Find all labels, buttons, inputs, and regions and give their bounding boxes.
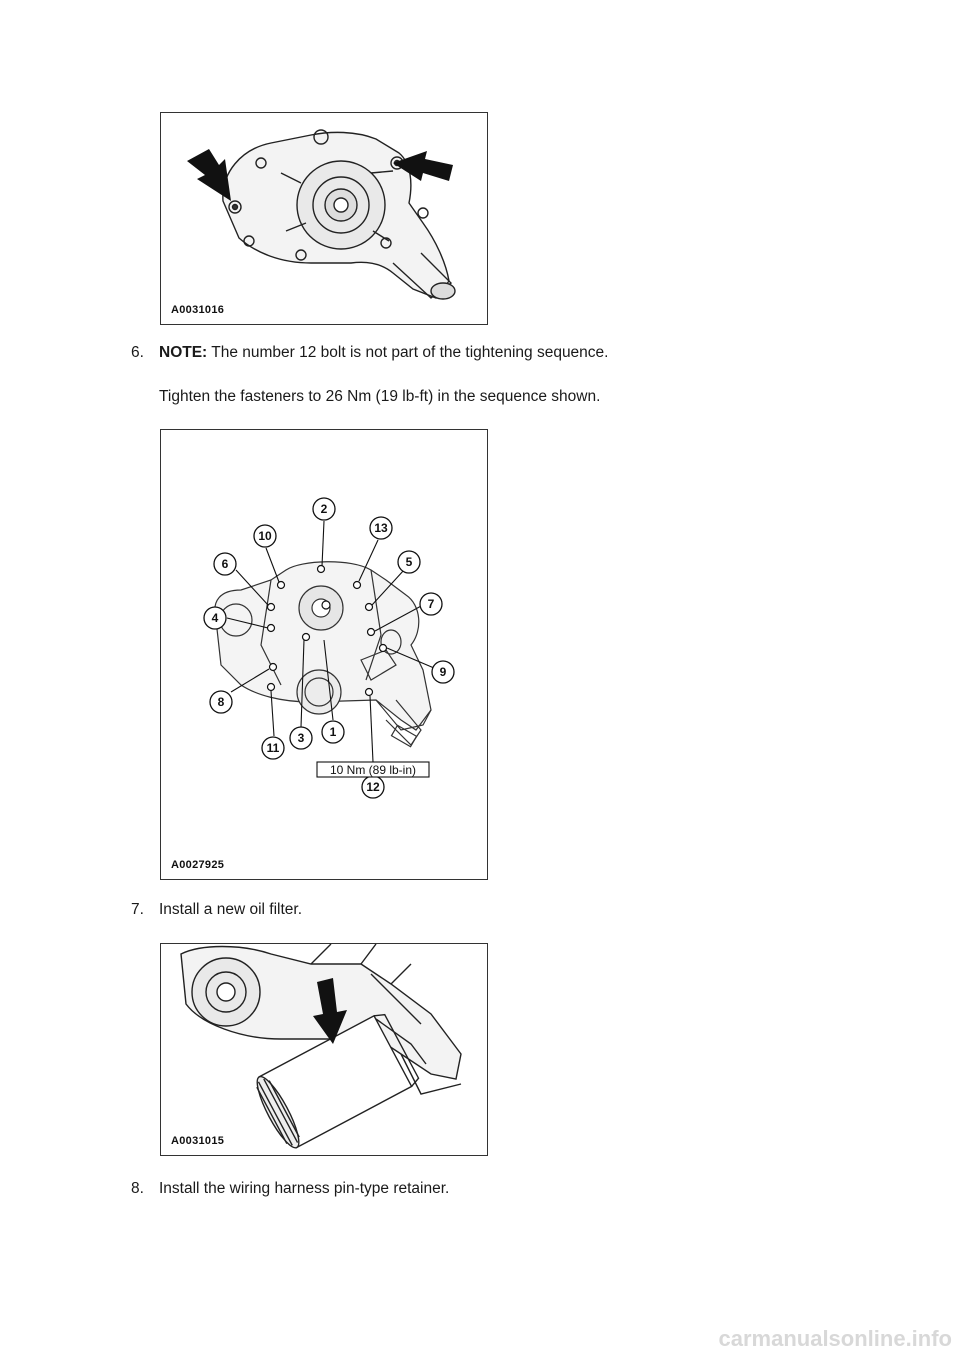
water-pump-illustration	[161, 113, 488, 325]
figure-code: A0031016	[171, 304, 225, 316]
footer-watermark: carmanualsonline.info	[718, 1326, 952, 1351]
callout-10: 10	[258, 529, 272, 543]
figure-code: A0031015	[171, 1135, 225, 1147]
callout-2: 2	[320, 502, 328, 516]
step-instruction: Install the wiring harness pin-type retainer.	[159, 1180, 450, 1197]
callout-6: 6	[221, 557, 229, 571]
tightening-sequence-illustration	[161, 430, 488, 880]
step-number: 6.	[131, 344, 144, 361]
callout-13: 13	[374, 521, 388, 535]
step-instruction: Tighten the fasteners to 26 Nm (19 lb-ft) in the sequence shown.	[159, 388, 601, 405]
step-number: 7.	[131, 901, 144, 918]
note-label: NOTE:	[159, 344, 208, 361]
callout-3: 3	[297, 731, 305, 745]
callout-4: 4	[211, 611, 219, 625]
figure-water-pump	[160, 112, 488, 325]
note-text: The number 12 bolt is not part of the tightening sequence.	[207, 344, 609, 361]
callout-7: 7	[427, 597, 435, 611]
callout-8: 8	[217, 695, 225, 709]
oil-filter-illustration	[161, 944, 488, 1156]
figure-code: A0027925	[171, 859, 225, 871]
callout-11: 11	[266, 741, 280, 755]
step-instruction: Install a new oil filter.	[159, 901, 303, 918]
torque-box: 10 Nm (89 lb-in)	[329, 763, 417, 777]
step-number: 8.	[131, 1180, 144, 1197]
step-note	[159, 344, 608, 362]
figure-tightening-sequence	[160, 429, 488, 880]
figure-oil-filter	[160, 943, 488, 1156]
callout-1: 1	[329, 725, 337, 739]
callout-5: 5	[405, 555, 413, 569]
callout-9: 9	[439, 665, 447, 679]
callout-12: 12	[366, 780, 380, 794]
